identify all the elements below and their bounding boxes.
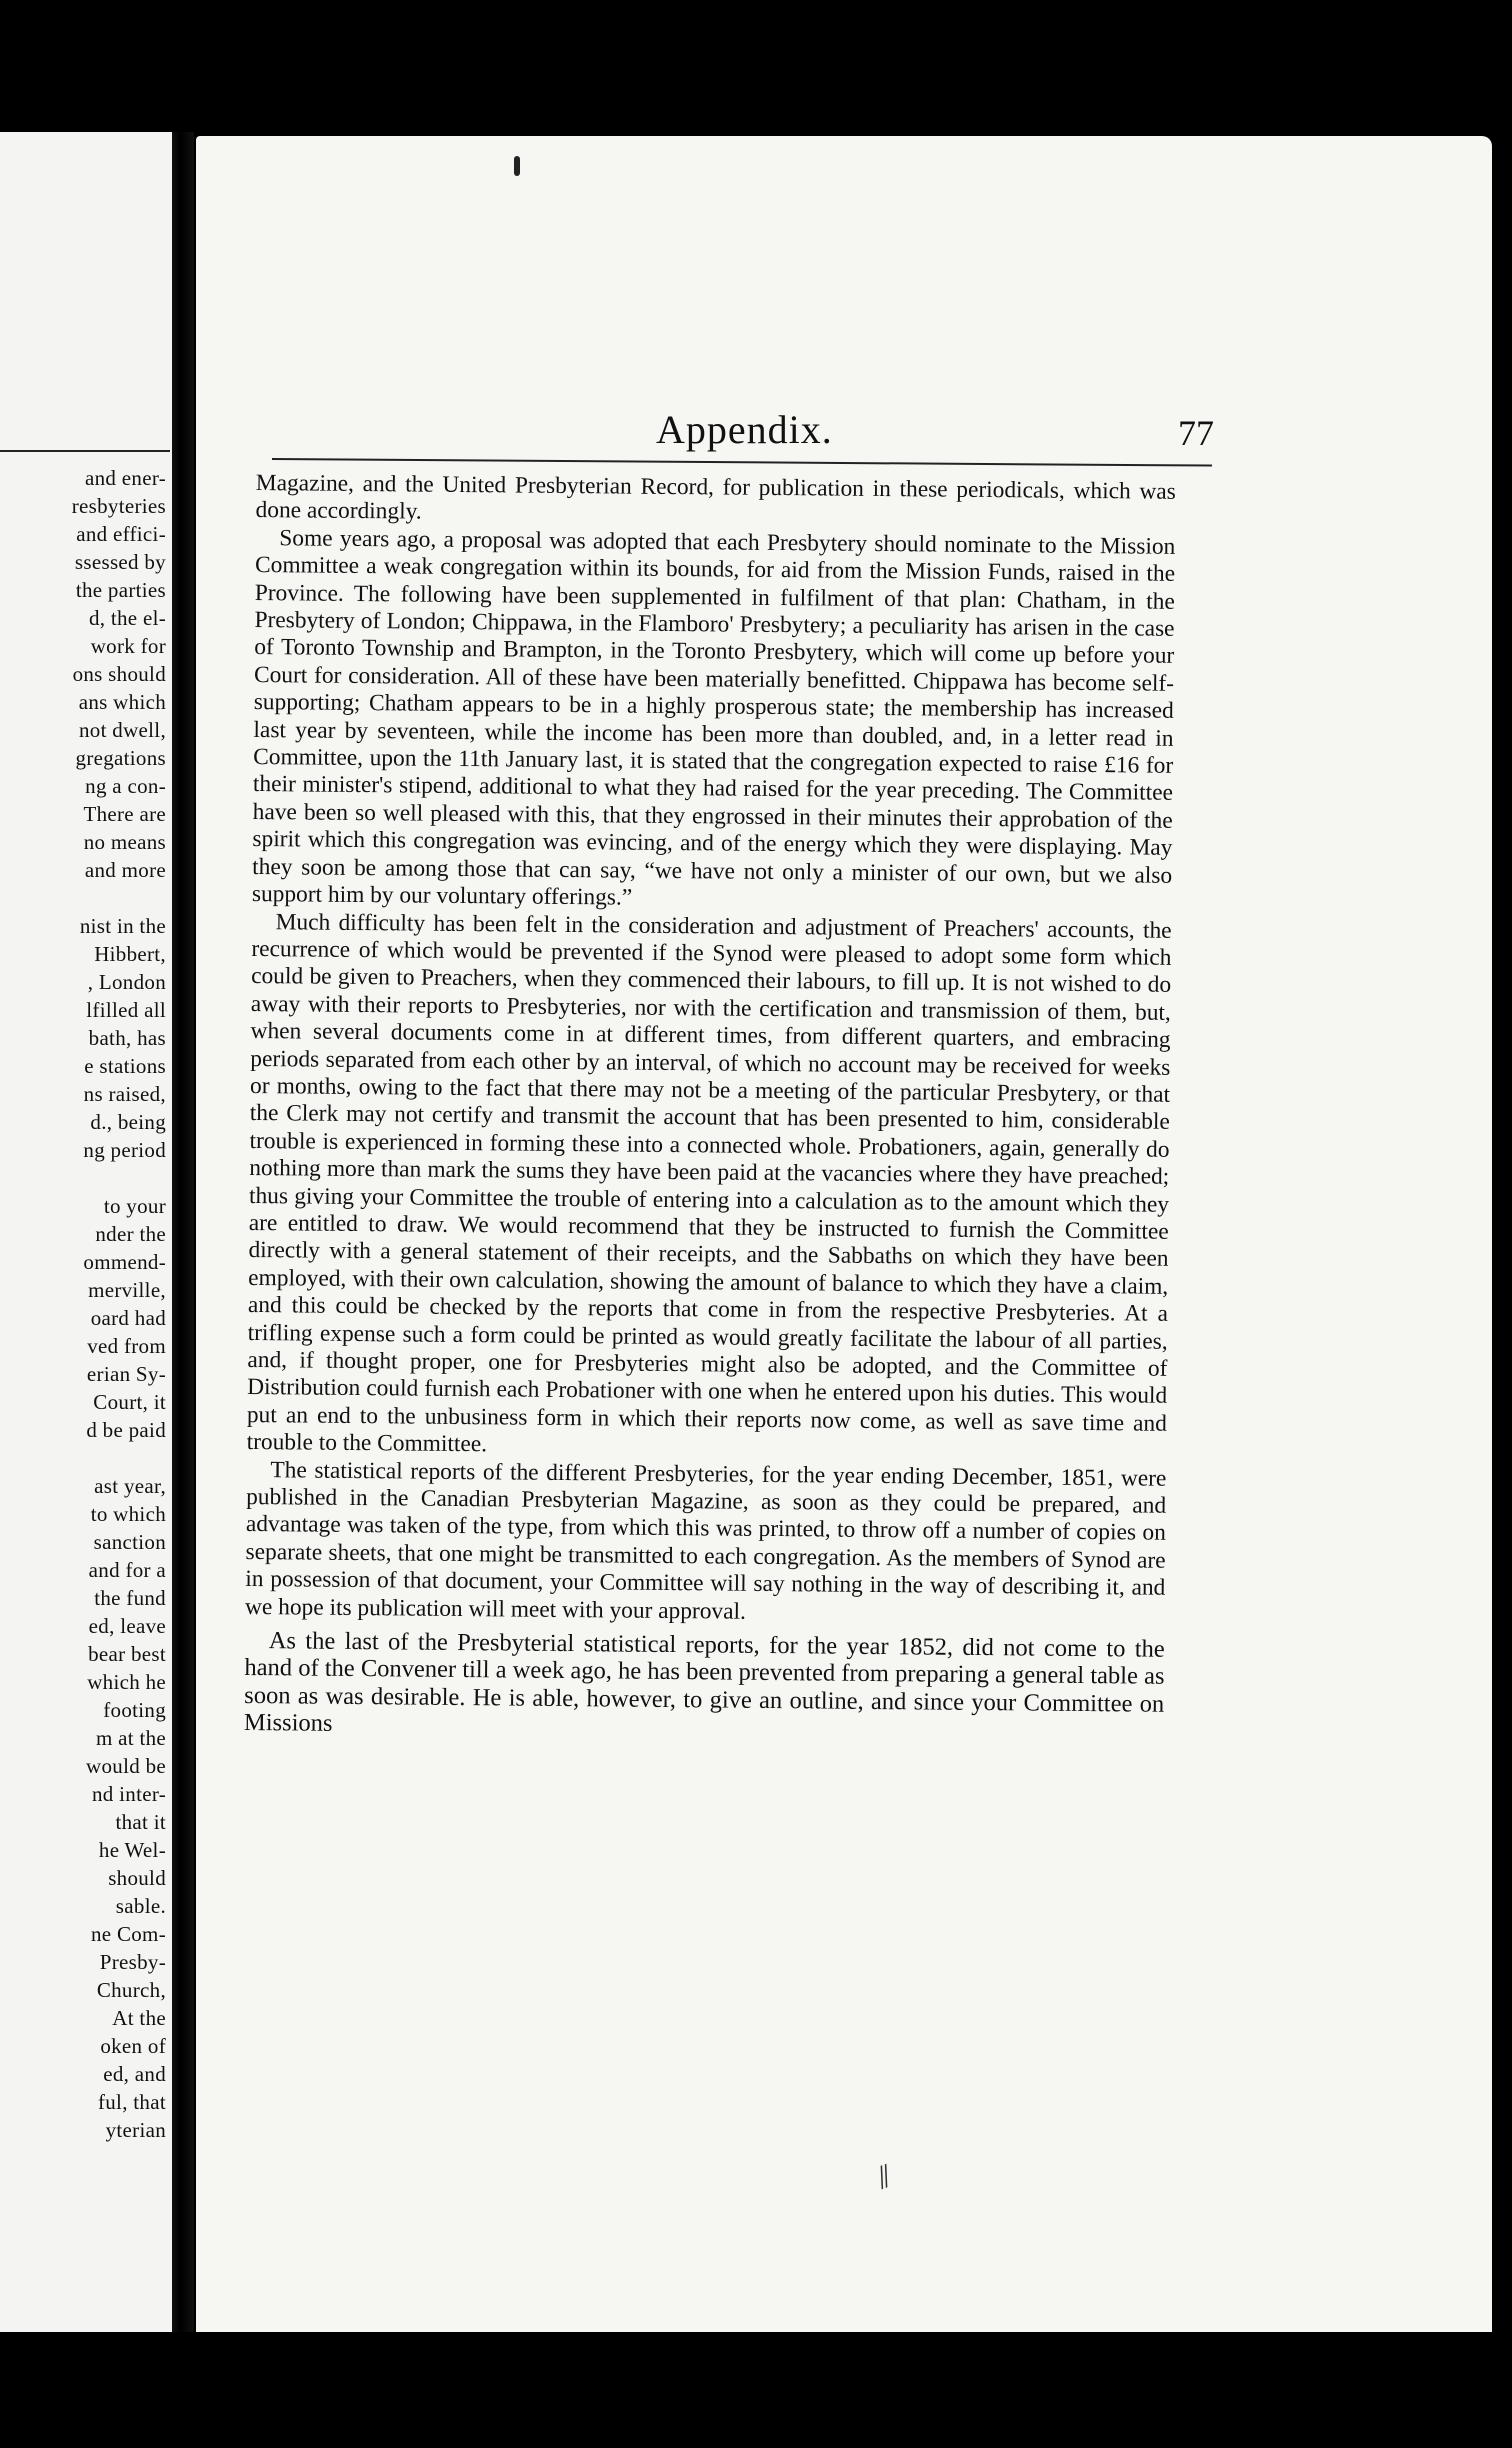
binding-gutter bbox=[172, 132, 194, 2332]
left-line: no means bbox=[83, 830, 166, 854]
left-line: Hibbert, bbox=[94, 942, 166, 966]
left-line: the parties bbox=[75, 578, 166, 602]
scan-speck bbox=[514, 156, 520, 176]
left-line: the fund bbox=[94, 1586, 166, 1610]
left-line: ans which bbox=[78, 690, 166, 714]
left-line: oken of bbox=[100, 2034, 166, 2058]
left-line: to your bbox=[103, 1194, 166, 1218]
left-line: ved from bbox=[87, 1334, 166, 1358]
left-line: d, the el- bbox=[88, 606, 166, 630]
left-line: ne Com- bbox=[90, 1922, 166, 1946]
left-line: At the bbox=[112, 2006, 166, 2030]
left-line: which he bbox=[87, 1670, 166, 1694]
left-line: ast year, bbox=[94, 1474, 166, 1498]
left-line: ng period bbox=[83, 1138, 166, 1162]
left-line: resbyteries bbox=[71, 494, 166, 518]
left-line: yterian bbox=[105, 2118, 166, 2142]
paragraph: Some years ago, a proposal was adopted that each Presbytery should nominate to the Mission Committee a weak congregation within its bounds, for aid from the Mission Funds, raised in the Province. The following have been supplemented in fulfilment of that plan: Chatham, in the Presbytery of London; Chippawa, in the Flamboro' Presbytery; a peculiarity has arisen in the case of Toronto Township and Brampton, in the Toronto Presbytery, which will come up before your Court for consideration. All of these have been materially benefitted. Chippawa has become self-supporting; Chatham appears to be in a highly prosperous state; the membership has increased last year by seventeen, while the income has been more than doubled, and, in a letter read in Committee, upon the 11th January last, it is stated that the congregation expected to raise £16 for their minister's stipend, additional to what they had raised for the year preceding. The Committee have been so well pleased with this, that they engrossed in their minutes their approbation of the spirit which this congregation was evincing, and of the energy which they were displaying. May they soon be among those that can say, “we have not only a minister of our own, but we also support him by our voluntary offerings.” bbox=[251, 525, 1176, 911]
left-line: to which bbox=[90, 1502, 166, 1526]
pencil-annotation-mark: ⫽ bbox=[872, 2158, 897, 2197]
left-line: ng a con- bbox=[85, 774, 166, 798]
left-line: m at the bbox=[95, 1726, 166, 1750]
left-line: ed, and bbox=[103, 2062, 166, 2086]
left-line: nder the bbox=[95, 1222, 166, 1246]
left-line: footing bbox=[103, 1698, 166, 1722]
left-line: merville, bbox=[88, 1278, 166, 1302]
left-line: oard had bbox=[90, 1306, 166, 1330]
left-line: sable. bbox=[115, 1894, 166, 1918]
page-number: 77 bbox=[1178, 413, 1214, 453]
left-line: Court, it bbox=[93, 1390, 166, 1414]
page-body bbox=[244, 470, 1176, 1745]
left-line: bath, has bbox=[88, 1026, 166, 1050]
left-line: not dwell, bbox=[79, 718, 166, 742]
left-line: gregations bbox=[75, 746, 166, 770]
previous-page-rule bbox=[0, 450, 170, 452]
left-line: d., being bbox=[90, 1110, 166, 1134]
left-line: , London bbox=[87, 970, 166, 994]
left-line: ful, that bbox=[97, 2090, 166, 2114]
left-line: and effici- bbox=[76, 522, 166, 546]
left-line: nd inter- bbox=[91, 1782, 166, 1806]
previous-page-text bbox=[0, 464, 166, 2144]
left-line: he Wel- bbox=[98, 1838, 166, 1862]
left-line: work for bbox=[90, 634, 166, 658]
left-line: ommend- bbox=[83, 1250, 166, 1274]
left-line: would be bbox=[86, 1754, 166, 1778]
previous-page-edge bbox=[0, 132, 172, 2332]
left-line: sanction bbox=[93, 1530, 166, 1554]
left-line: d be paid bbox=[86, 1418, 166, 1442]
left-line: ons should bbox=[72, 662, 166, 686]
left-line: bear best bbox=[88, 1642, 166, 1666]
left-line: and more bbox=[84, 858, 166, 882]
document-page bbox=[196, 136, 1492, 2332]
left-line: ed, leave bbox=[88, 1614, 166, 1638]
left-line: e stations bbox=[84, 1054, 166, 1078]
left-line: that it bbox=[115, 1810, 166, 1834]
left-line: and for a bbox=[88, 1558, 166, 1582]
left-line: ns raised, bbox=[83, 1082, 166, 1106]
left-line: Presby- bbox=[99, 1950, 166, 1974]
paragraph: The statistical reports of the different Presbyteries, for the year ending December, 1851, were published in the Canadian Presbyterian Magazine, as soon as they could be prepared, and advantage was taken of the type, from which this was printed, to throw off a number of copies on separate sheets, that one might be transmitted to each congregation. As the members of Synod are in possession of that document, your Committee will say nothing in the way of describing it, and we hope its publication will meet with your approval. bbox=[244, 1456, 1167, 1625]
left-line: and ener- bbox=[85, 466, 166, 490]
left-line: There are bbox=[83, 802, 166, 826]
paragraph: As the last of the Presbyterial statistical reports, for the year 1852, did not come to the hand of the Convener till a week ago, he has been prevented from preparing a general table as soon as was desirable. He is able, however, to give an outline, and since your Committee on Missions bbox=[243, 1627, 1165, 1738]
left-line: should bbox=[108, 1866, 166, 1890]
left-line: lfilled all bbox=[86, 998, 166, 1022]
left-line: ssessed by bbox=[74, 550, 166, 574]
running-title: Appendix. bbox=[656, 407, 833, 452]
left-line: Church, bbox=[96, 1978, 166, 2002]
left-line: nist in the bbox=[79, 914, 166, 938]
page-header bbox=[196, 406, 1492, 466]
paragraph: Much difficulty has been felt in the consideration and adjustment of Preachers' accounts, the recurrence of which would be prevented if the Synod were pleased to adopt some form which could be given to Preachers, when they commenced their labours, to fill up. It is not wished to do away with their reports to Presbyteries, nor with the certification and transmission of them, but, when several documents come in at different times, from different quarters, and embracing periods separated from each other by an interval, of which no account may be received for weeks or months, owing to the fact that there may not be a meeting of the particular Presbytery, or that the Clerk may not certify and transmit the account that has been presented to him, considerable trouble is experienced in forming these into a connected whole. Probationers, again, generally do nothing more than mark the sums they have been paid at the vacancies where they have preached; thus giving your Committee the trouble of entering into a calculation as to the amount which they are entitled to draw. We would recommend that they be instructed to furnish the Committee directly with a general statement of their receipts, and the Sabbaths on which they have been employed, with their own calculation, showing the amount of balance to which they have a claim, and this could be checked by the reports that come in from the respective Presbyteries. At a trifling expense such a form could be printed as would greatly facilitate the labour of all parties, and, if thought proper, one for Presbyteries might also be adopted, and the Committee of Distribution could furnish each Probationer with one when he entered upon his duties. This would put an end to the unbusiness form in which their reports now come, as well as save time and trouble to the Committee. bbox=[246, 908, 1172, 1458]
paragraph: Magazine, and the United Presbyterian Record, for publication in these periodicals, which was done accordingly. bbox=[255, 470, 1176, 525]
left-line: erian Sy- bbox=[86, 1362, 166, 1386]
